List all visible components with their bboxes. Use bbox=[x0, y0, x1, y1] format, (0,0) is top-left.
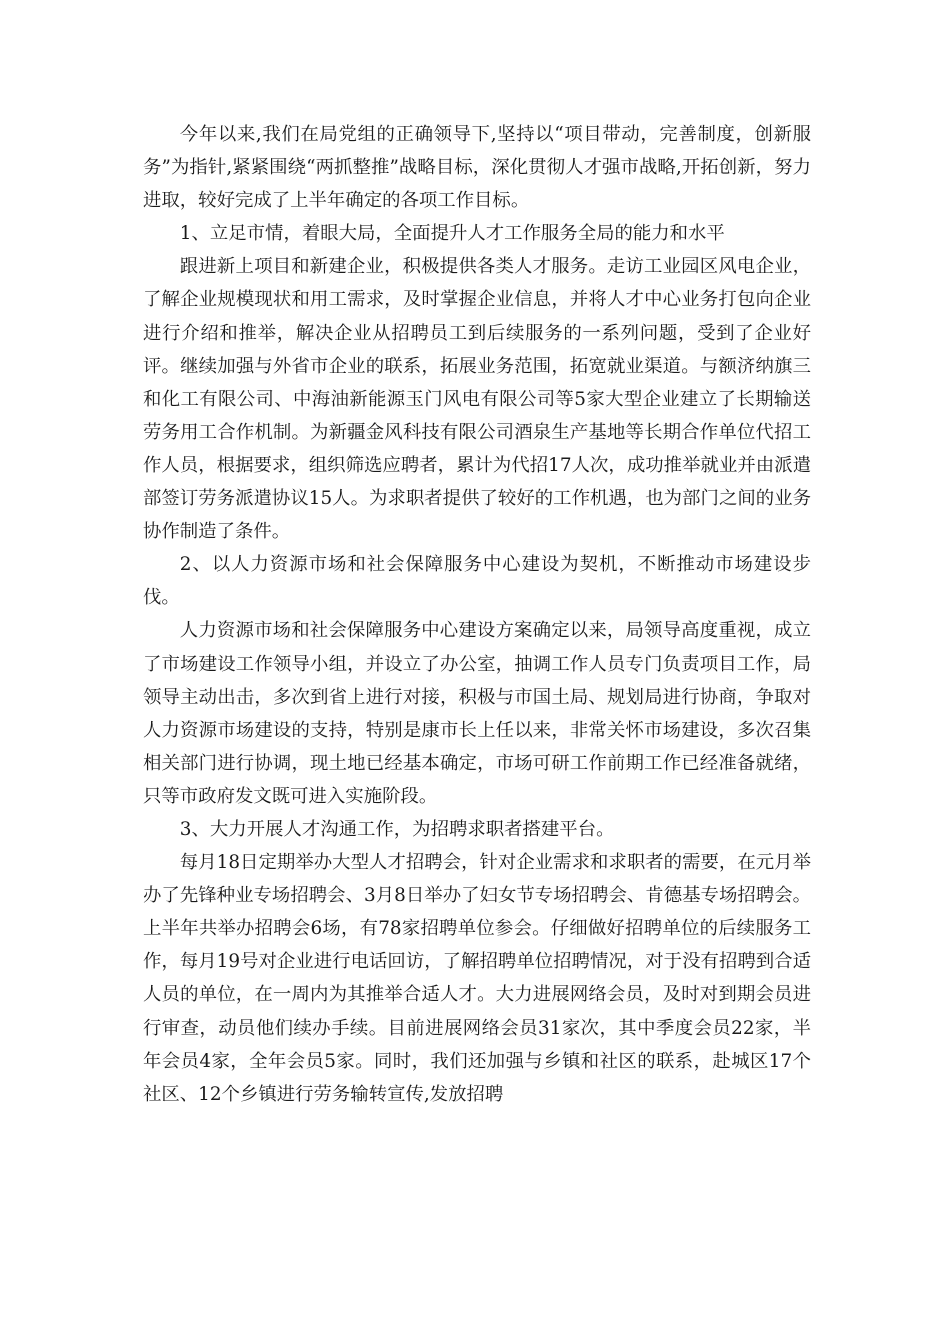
section-heading-2: 2、以人力资源市场和社会保障服务中心建设为契机，不断推动市场建设步伐。 bbox=[143, 554, 811, 609]
section-3-paragraph: 每月18日定期举办大型人才招聘会，针对企业需求和求职者的需要，在元月举办了先锋种业专场招聘会、3月8日举办了妇女节专场招聘会、肯德基专场招聘会。上半年共举办招聘会6场，有78家招聘单位参会。仔细做好招聘单位的后续服务工作，每月19号对企业进行电话回访，了解招聘单位招聘情况，对于没有招聘到合适人员的单位，在一周内为其推举合适人才。大力进展网络会员，及时对到期会员进行审查，动员他们续办手续。目前进展网络会员31家次，其中季度会员22家，半年会员4家，全年会员5家。同时，我们还加强与乡镇和社区的联系，赴城区17个社区、12个乡镇进行劳务输转宣传,发放招聘 bbox=[143, 852, 811, 1105]
section-2-paragraph: 人力资源市场和社会保障服务中心建设方案确定以来，局领导高度重视，成立了市场建设工作领导小组，并设立了办公室，抽调工作人员专门负责项目工作，局领导主动出击，多次到省上进行对接，积极与市国土局、规划局进行协商，争取对人力资源市场建设的支持，特别是康市长上任以来，非常关怀市场建设，多次召集相关部门进行协调，现土地已经基本确定，市场可研工作前期工作已经准备就绪，只等市政府发文既可进入实施阶段。 bbox=[143, 620, 811, 807]
intro-paragraph: 今年以来,我们在局党组的正确领导下,坚持以“项目带动，完善制度，创新服务”为指针,紧紧围绕“两抓整推”战略目标，深化贯彻人才强市战略,开拓创新，努力进取，较好完成了上半年确定的各项工作目标。 bbox=[143, 124, 811, 212]
document-body bbox=[143, 118, 811, 1111]
section-1-paragraph: 跟进新上项目和新建企业，积极提供各类人才服务。走访工业园区风电企业，了解企业规模现状和用工需求，及时掌握企业信息，并将人才中心业务打包向企业进行介绍和推举，解决企业从招聘员工到后续服务的一系列问题，受到了企业好评。继续加强与外省市企业的联系，拓展业务范围，拓宽就业渠道。与额济纳旗三和化工有限公司、中海油新能源玉门风电有限公司等5家大型企业建立了长期输送劳务用工合作机制。为新疆金风科技有限公司酒泉生产基地等长期合作单位代招工作人员，根据要求，组织筛选应聘者，累计为代招17人次，成功推举就业并由派遣部签订劳务派遣协议15人。为求职者提供了较好的工作机遇，也为部门之间的业务协作制造了条件。 bbox=[143, 256, 811, 543]
section-heading-1: 1、立足市情，着眼大局，全面提升人才工作服务全局的能力和水平 bbox=[179, 223, 725, 245]
section-heading-3: 3、大力开展人才沟通工作，为招聘求职者搭建平台。 bbox=[179, 818, 615, 840]
